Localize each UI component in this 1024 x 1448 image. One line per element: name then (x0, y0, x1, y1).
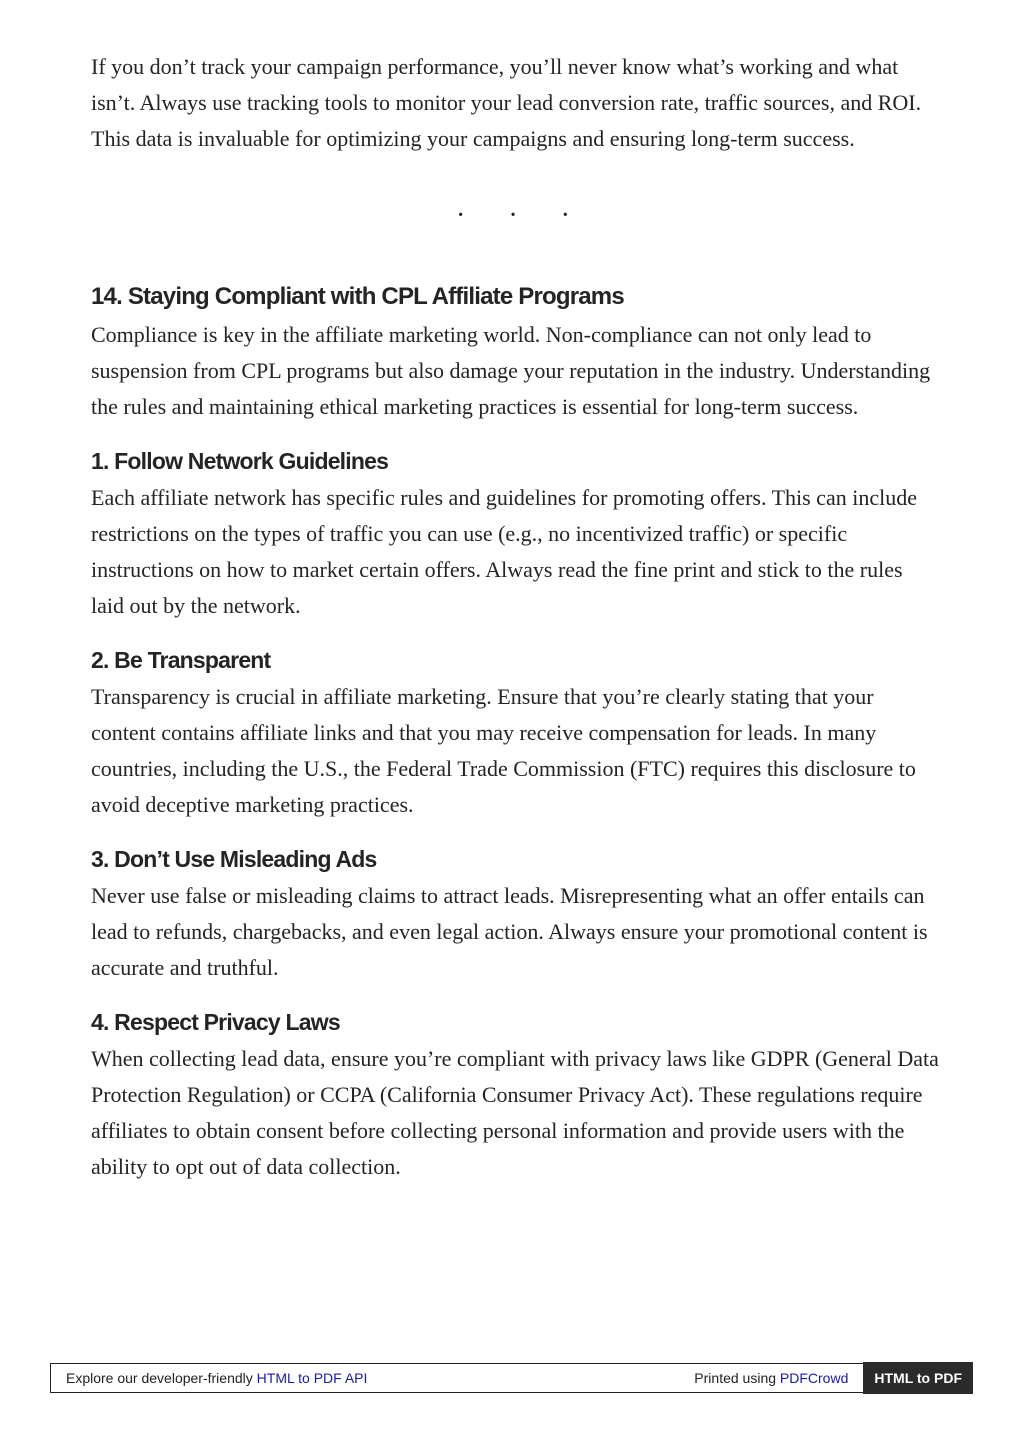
html-to-pdf-api-link[interactable]: HTML to PDF API (256, 1370, 368, 1386)
section-heading: 14. Staying Compliant with CPL Affiliate Programs (91, 283, 624, 310)
intro-paragraph: If you don’t track your campaign performance, you’ll never know what’s working and what isn’t. Always use tracking tools to monitor your lead conversion rate, traffic sources, and ROI. This data is invaluable for optimizing your campaigns and ensuring long-term success. (91, 54, 922, 151)
html-to-pdf-badge[interactable]: HTML to PDF (863, 1362, 973, 1394)
subsection-heading-network-guidelines: 1. Follow Network Guidelines (91, 448, 389, 474)
section-intro-paragraph: Compliance is key in the affiliate marketing world. Non-compliance can not only lead to suspension from CPL programs but also damage your reputation in the industry. Understanding the rules and maintaining ethical marketing practices is essential for long-term success. (91, 322, 931, 419)
pdf-footer-bar (50, 1363, 973, 1393)
footer-printed-text: Printed using (694, 1370, 780, 1386)
subsection-heading-privacy-laws: 4. Respect Privacy Laws (91, 1009, 340, 1035)
footer-left-text (51, 1370, 694, 1386)
subsection-body-misleading-ads: Never use false or misleading claims to attract leads. Misrepresenting what an offer entails can lead to refunds, chargebacks, and even legal action. Always ensure your promotional content is accurate and truthful. (91, 883, 928, 980)
footer-right-text (694, 1370, 863, 1386)
subsection-heading-misleading-ads: 3. Don’t Use Misleading Ads (91, 846, 377, 872)
section-separator: · · · (456, 200, 588, 231)
article-body (91, 49, 941, 1185)
subsection-body-privacy-laws: When collecting lead data, ensure you’re compliant with privacy laws like GDPR (General Data Protection Regulation) or CCPA (California Consumer Privacy Act). These regulations require affiliates to obtain consent before collecting personal information and provide users with the ability to opt out of data collection. (91, 1046, 939, 1179)
subsection-heading-be-transparent: 2. Be Transparent (91, 647, 271, 673)
footer-explore-text: Explore our developer-friendly (66, 1370, 257, 1386)
subsection-body-be-transparent: Transparency is crucial in affiliate marketing. Ensure that you’re clearly stating that your content contains affiliate links and that you may receive compensation for leads. In many countries, including the U.S., the Federal Trade Commission (FTC) requires this disclosure to avoid deceptive marketing practices. (91, 684, 916, 817)
pdfcrowd-link[interactable]: PDFCrowd (779, 1370, 849, 1386)
subsection-body-network-guidelines: Each affiliate network has specific rules and guidelines for promoting offers. This can include restrictions on the types of traffic you can use (e.g., no incentivized traffic) or specific instructions on how to market certain offers. Always read the fine print and stick to the rules laid out by the network. (91, 485, 917, 618)
